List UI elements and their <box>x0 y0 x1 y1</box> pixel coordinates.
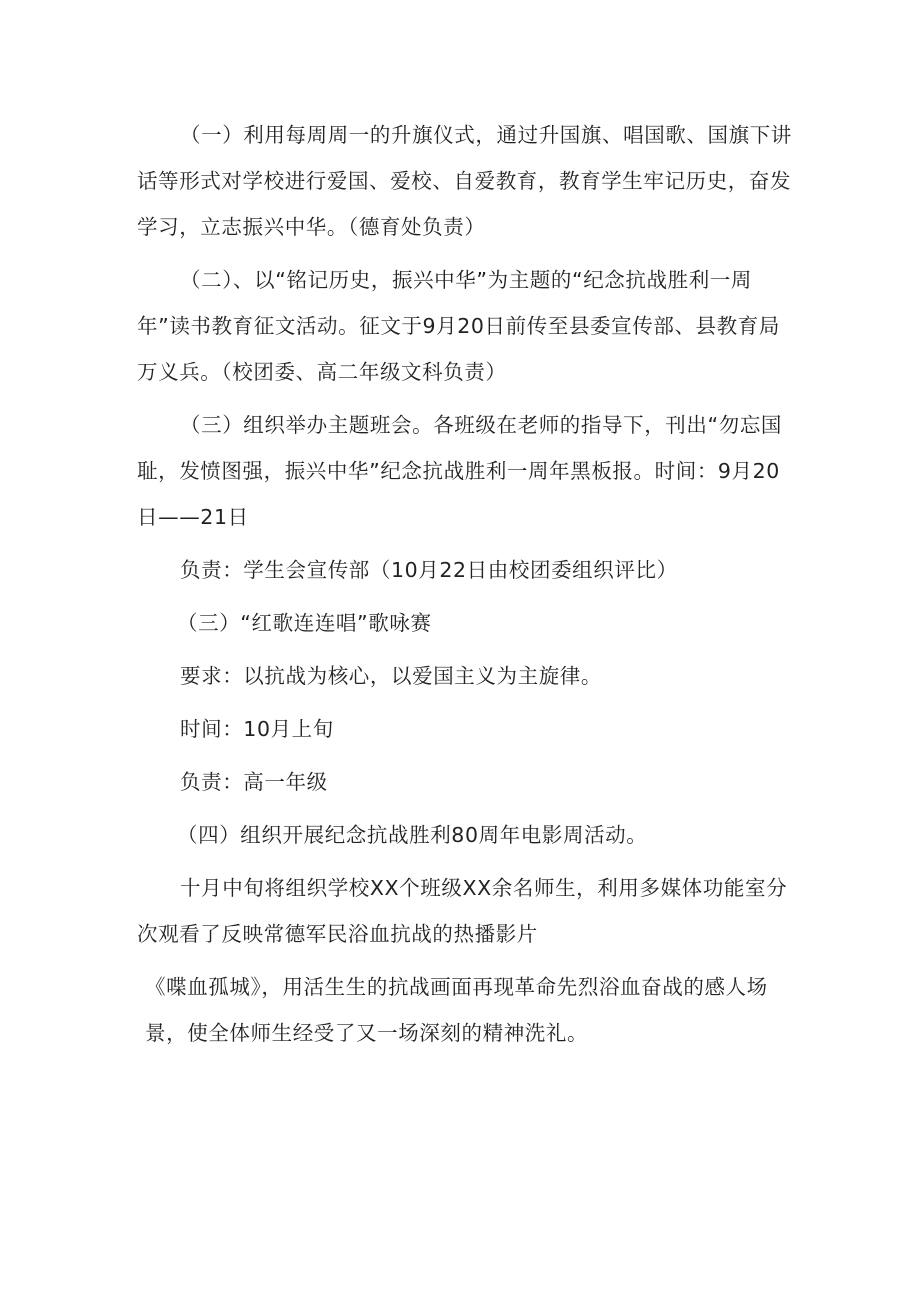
line-red-song-contest: （三）“红歌连连唱”歌咏赛 <box>177 611 432 635</box>
paragraph-film-viewing: 十月中旬将组织学校XX个班级XX余名师生，利用多媒体功能室分次观看了反映常德军民浴血抗战的热播影片 <box>137 876 788 946</box>
paragraph-class-meeting: （三）组织举办主题班会。各班级在老师的指导下，刊出“勿忘国耻，发愤图强，振兴中华”纪念抗战胜利一周年黑板报。时间：9月20日——21日 <box>137 413 783 529</box>
document-body <box>137 112 797 1056</box>
paragraph-flag-ceremony: （一）利用每周周一的升旗仪式，通过升国旗、唱国歌、国旗下讲话等形式对学校进行爱国、爱校、自爱教育，教育学生牢记历史，奋发学习，立志振兴中华。（德育处负责） <box>137 123 792 239</box>
line-responsible-grade-one: 负责：高一年级 <box>180 770 328 794</box>
line-requirement: 要求：以抗战为核心，以爱国主义为主旋律。 <box>180 664 602 688</box>
paragraph-essay-activity: （二）、以“铭记历史，振兴中华”为主题的“纪念抗战胜利一周年”读书教育征文活动。征文于9月20日前传至县委宣传部、县教育局万义兵。（校团委、高二年级文科负责） <box>137 268 780 384</box>
paragraph-film-continuation: 《喋血孤城》，用活生生的抗战画面再现革命先烈浴血奋战的感人场景，使全体师生经受了又一场深刻的精神洗礼。 <box>145 975 768 1045</box>
line-film-week: （四）组织开展纪念抗战胜利80周年电影周活动。 <box>177 823 648 847</box>
line-responsible-propaganda: 负责：学生会宣传部（10月22日由校团委组织评比） <box>180 558 678 582</box>
line-time: 时间：10月上旬 <box>180 717 334 741</box>
